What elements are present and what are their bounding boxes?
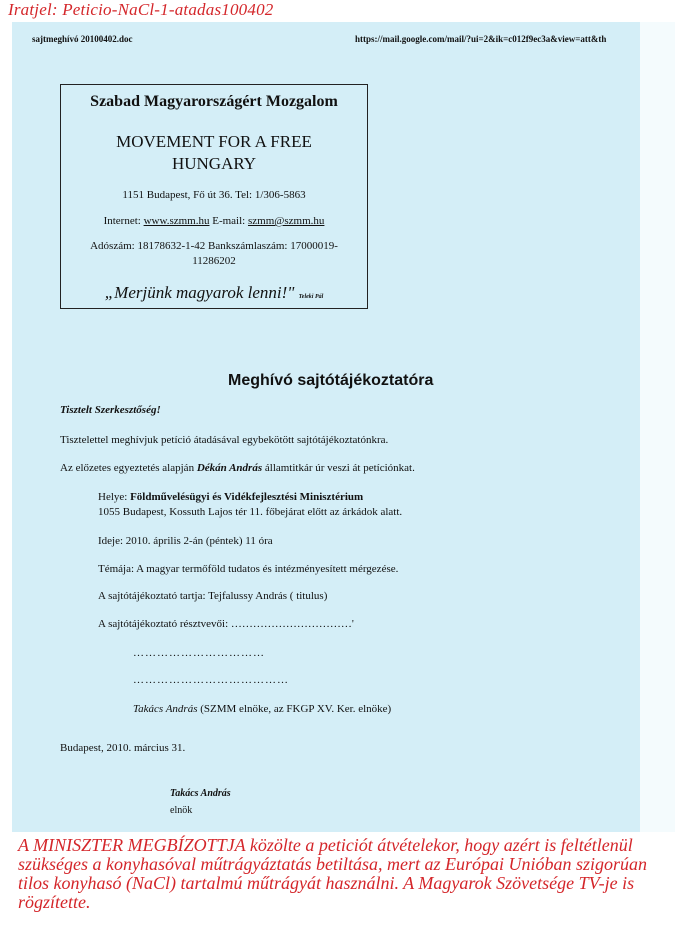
letter-date: Budapest, 2010. március 31.: [60, 742, 186, 754]
participants-blank-1: ……………………………: [133, 647, 265, 659]
motto-author: Teleki Pál: [298, 294, 324, 300]
place-label: Helye:: [98, 491, 128, 503]
email-label: E-mail:: [212, 215, 246, 227]
email-link[interactable]: szmm@szmm.hu: [247, 215, 325, 227]
signer-line: [133, 703, 391, 715]
signer-name: Takács András: [133, 703, 198, 715]
website-link[interactable]: www.szmm.hu: [143, 215, 210, 227]
place-line: [98, 491, 363, 503]
event-time: Ideje: 2010. április 2-án (péntek) 11 óra: [98, 535, 273, 547]
motto-text: „Merjünk magyarok lenni!": [104, 283, 295, 302]
paragraph2-suffix: államtitkár úr veszi át petíciónkat.: [264, 462, 415, 474]
event-participants: A sajtótájékoztató résztvevői: ……………………………': [98, 618, 354, 630]
paragraph-recipient: [60, 462, 415, 474]
signer-title: (SZMM elnöke, az FKGP XV. Ker. elnöke): [200, 703, 392, 715]
page-margin: [640, 22, 675, 832]
closing-role: elnök: [170, 805, 193, 816]
closing-name: Takács András: [170, 788, 231, 799]
tax-bank-line: Adószám: 18178632-1-42 Bankszámlaszám: 17000019-11286202: [90, 240, 338, 267]
place-address: 1055 Budapest, Kossuth Lajos tér 11. főbejárat előtt az árkádok alatt.: [98, 506, 403, 518]
letter-heading: Meghívó sajtótájékoztatóra: [228, 372, 434, 389]
english-name: MOVEMENT FOR A FREE HUNGARY: [116, 132, 312, 173]
letterhead-box: [60, 84, 368, 309]
participants-blank-2: …………………………………: [133, 674, 289, 686]
recipient-name: Dékán András: [196, 462, 263, 474]
contact-line: [61, 215, 367, 227]
document-title: Iratjel: Peticio-NaCl-1-atadas100402: [8, 0, 274, 19]
internet-label: Internet:: [103, 215, 141, 227]
paragraph-invitation: Tisztelettel meghívjuk petíció átadásával egybekötött sajtótájékoztatónkra.: [60, 434, 389, 446]
org-address: 1151 Budapest, Fő út 36. Tel: 1/306-5863: [122, 189, 306, 201]
annotation-note: A MINISZTER MEGBÍZOTTJA közölte a peticiót átvételekor, hogy azért is feltétlenül szükséges a konyhasóval műtrágyáztatás betiltása, mert az Európai Unióban szigorúan tilos konyhasó (NaCl) tartalmú műtrágyát használni. A Magyarok Szövetsége TV-je is rögzítette.: [18, 835, 647, 912]
org-name: Szabad Magyarországért Mozgalom: [90, 93, 338, 110]
event-topic: Témája: A magyar termőföld tudatos és intézményesített mérgezése.: [98, 563, 399, 575]
print-header-url: https://mail.google.com/mail/?ui=2&ik=c012f9ec3a&view=att&th: [355, 34, 607, 44]
event-host: A sajtótájékoztató tartja: Tejfalussy András ( titulus): [98, 590, 328, 602]
print-header-filename: sajtmeghívó 20100402.doc: [32, 34, 133, 44]
motto: [61, 283, 367, 303]
paragraph2-prefix: Az előzetes egyeztetés alapján: [60, 462, 195, 474]
place-name: Földművelésügyi és Vidékfejlesztési Minisztérium: [130, 491, 364, 503]
greeting: Tisztelt Szerkesztőség!: [60, 404, 161, 416]
